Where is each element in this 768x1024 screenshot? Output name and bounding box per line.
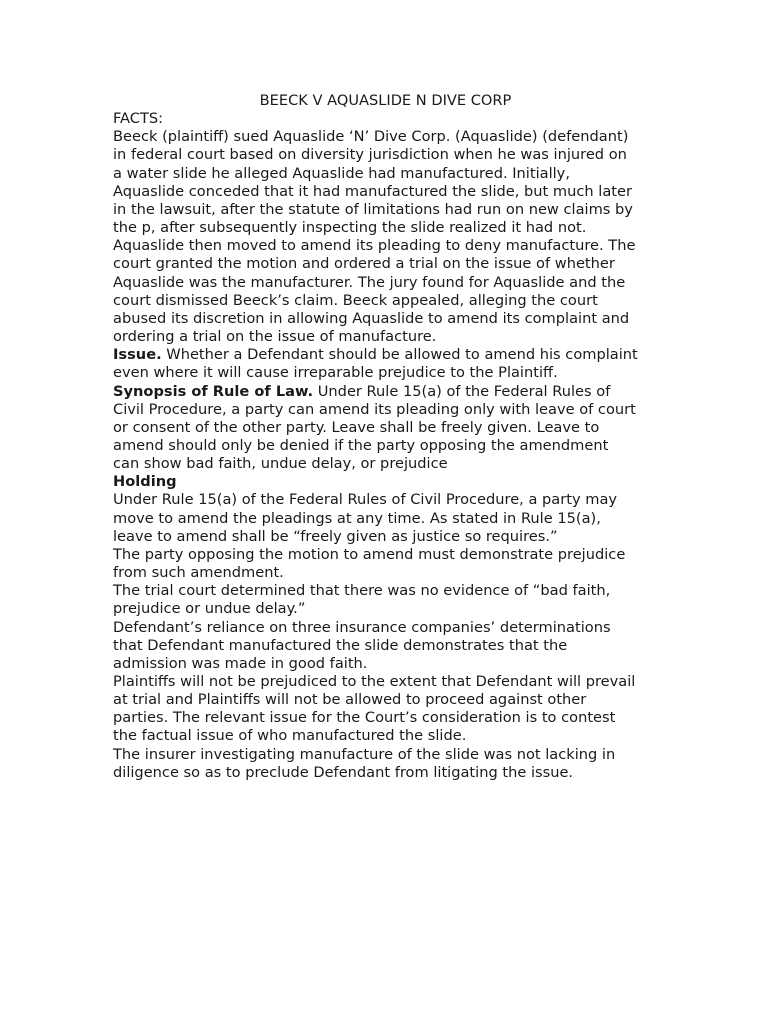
holding-line: move to amend the pleadings at any time. As stated in Rule 15(a), bbox=[113, 509, 601, 527]
holding-line: admission was made in good faith. bbox=[113, 654, 368, 672]
issue-line: even where it will cause irreparable prejudice to the Plaintiff. bbox=[113, 364, 558, 382]
facts-line: Aquaslide was the manufacturer. The jury found for Aquaslide and the bbox=[113, 273, 626, 291]
synopsis-section bbox=[113, 383, 658, 474]
holding-line: The insurer investigating manufacture of the slide was not lacking in bbox=[113, 745, 616, 763]
holding-line: parties. The relevant issue for the Court’s consideration is to contest bbox=[113, 709, 616, 727]
holding-line: at trial and Plaintiffs will not be allowed to proceed against other bbox=[113, 691, 587, 709]
document-title: BEECK V AQUASLIDE N DIVE CORP bbox=[259, 92, 512, 109]
holding-line: leave to amend shall be “freely given as justice so requires.” bbox=[113, 527, 558, 545]
holding-section bbox=[113, 473, 658, 782]
synopsis-label: Synopsis of Rule of Law. bbox=[113, 382, 314, 400]
synopsis-line: Civil Procedure, a party can amend its pleading only with leave of court bbox=[113, 400, 636, 418]
issue-text: Whether a Defendant should be allowed to amend his complaint bbox=[161, 346, 638, 364]
holding-line: diligence so as to preclude Defendant from litigating the issue. bbox=[113, 763, 574, 781]
holding-line: Under Rule 15(a) of the Federal Rules of Civil Procedure, a party may bbox=[113, 491, 618, 509]
issue-label: Issue. bbox=[113, 346, 162, 364]
issue-line bbox=[113, 346, 658, 364]
facts-line: Beeck (plaintiff) sued Aquaslide ‘N’ Dive Corp. (Aquaslide) (defendant) bbox=[113, 128, 629, 146]
facts-line: court granted the motion and ordered a trial on the issue of whether bbox=[113, 255, 615, 273]
facts-line: ordering a trial on the issue of manufacture. bbox=[113, 328, 437, 346]
holding-line: The trial court determined that there was no evidence of “bad faith, bbox=[113, 582, 611, 600]
facts-line: a water slide he alleged Aquaslide had manufactured. Initially, bbox=[113, 164, 570, 182]
holding-line: from such amendment. bbox=[113, 564, 284, 582]
holding-line: that Defendant manufactured the slide demonstrates that the bbox=[113, 636, 568, 654]
facts-heading: FACTS: bbox=[113, 110, 164, 128]
facts-line: Aquaslide conceded that it had manufactured the slide, but much later bbox=[113, 182, 632, 200]
synopsis-line: can show bad faith, undue delay, or prejudice bbox=[113, 455, 448, 473]
holding-line: the factual issue of who manufactured the slide. bbox=[113, 727, 467, 745]
holding-line: prejudice or undue delay.” bbox=[113, 600, 306, 618]
holding-line: The party opposing the motion to amend must demonstrate prejudice bbox=[113, 545, 626, 563]
synopsis-line: or consent of the other party. Leave shall be freely given. Leave to bbox=[113, 418, 600, 436]
facts-line: Aquaslide then moved to amend its pleading to deny manufacture. The bbox=[113, 237, 636, 255]
holding-line: Defendant’s reliance on three insurance companies’ determinations bbox=[113, 618, 611, 636]
holding-line: Plaintiffs will not be prejudiced to the extent that Defendant will prevail bbox=[113, 673, 636, 690]
issue-section bbox=[113, 346, 658, 382]
facts-line: in federal court based on diversity jurisdiction when he was injured on bbox=[113, 146, 627, 164]
holding-heading: Holding bbox=[113, 473, 177, 491]
facts-line: in the lawsuit, after the statute of limitations had run on new claims by bbox=[113, 200, 633, 218]
synopsis-text: Under Rule 15(a) of the Federal Rules of bbox=[313, 382, 611, 400]
facts-section bbox=[113, 128, 658, 346]
synopsis-line bbox=[113, 383, 658, 401]
document-page bbox=[113, 92, 658, 782]
facts-line: the p, after subsequently inspecting the slide realized it had not. bbox=[113, 219, 587, 237]
synopsis-line: amend should only be denied if the party opposing the amendment bbox=[113, 436, 609, 454]
facts-line: abused its discretion in allowing Aquaslide to amend its complaint and bbox=[113, 309, 630, 327]
facts-line: court dismissed Beeck’s claim. Beeck appealed, alleging the court bbox=[113, 291, 598, 309]
